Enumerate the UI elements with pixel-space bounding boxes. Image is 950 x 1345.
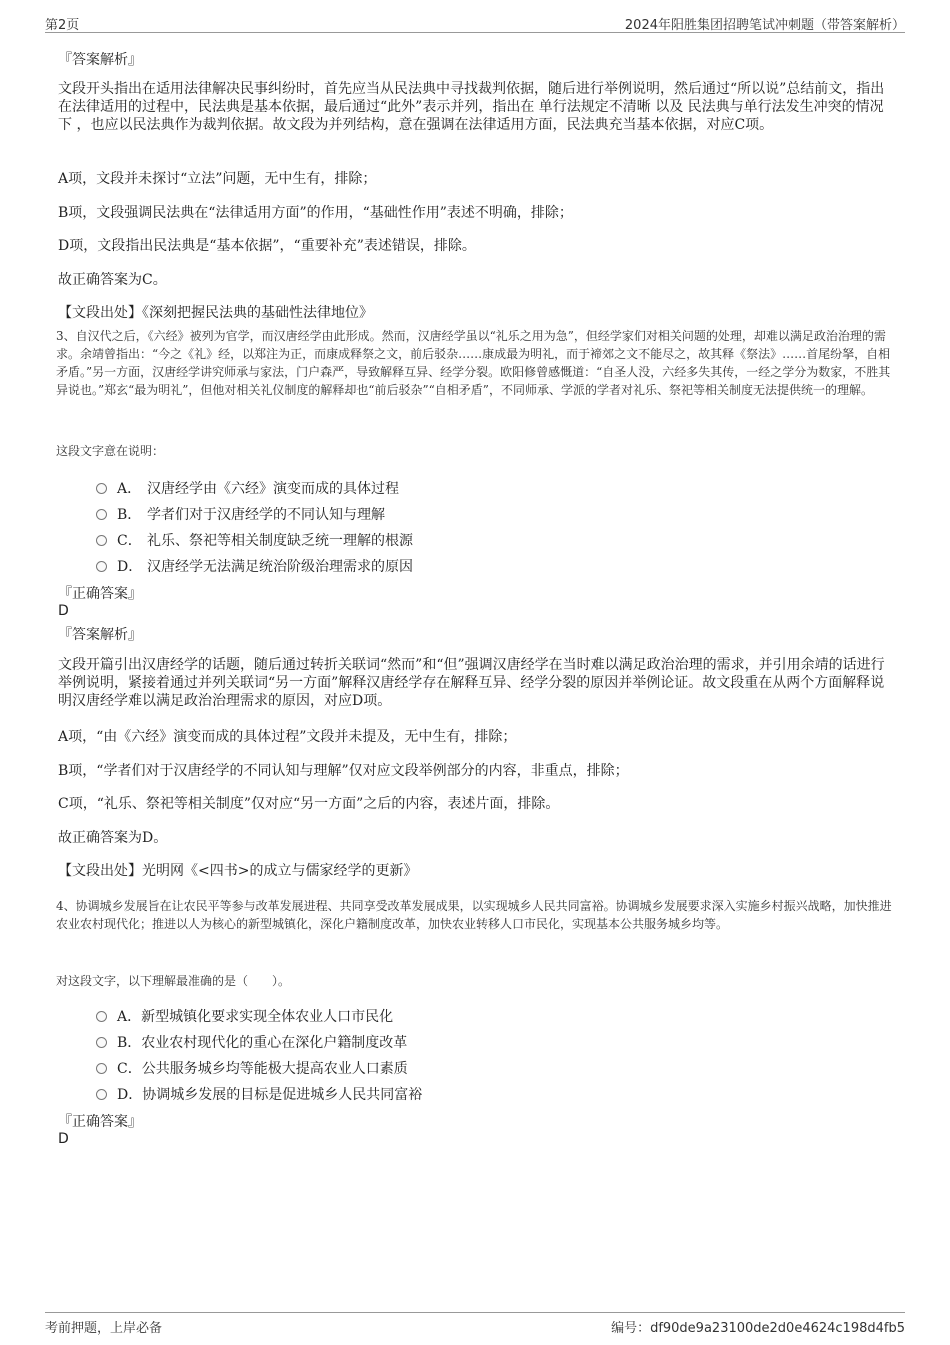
conclusion: 故正确答案为C。	[58, 272, 167, 288]
explain-option-d: D项，文段指出民法典是“基本依据”，“重要补充”表述错误，排除。	[58, 238, 476, 254]
page-footer	[45, 1312, 905, 1335]
question-4-passage: 4、协调城乡发展旨在让农民平等参与改革发展进程、共同享受改革发展成果，以实现城乡人民共同富裕。协调城乡发展要求深入实施乡村振兴战略，加快推进农业农村现代化；推进以人为核心的新型城镇化，深化户籍制度改革，加快农业转移人口市民化，实现基本公共服务城乡均等。	[56, 899, 892, 931]
question-3-passage: 3、自汉代之后，《六经》被列为官学，而汉唐经学由此形成。然而，汉唐经学虽以“礼乐之用为急”，但经学家们对相关问题的处理，却难以满足政治治理的需求。余靖曾指出：“今之《礼》经，以郑注为正，而康成释祭之文，前后驳杂……康成最为明礼，而于褅郊之文不能尽之，故其释《祭法》……首尾纷拏，自相矛盾。”另一方面，汉唐经学讲究师承与家法，门户森严，导致解释互异、经学分裂。欧阳修曾感慨道：“自圣人没，六经多失其传，一经之学分为数家，不胜其异说也。”郑玄“最为明礼”，但他对相关礼仪制度的解释却也“前后驳杂”“自相矛盾”，不同师承、学派的学者对礼乐、祭祀等相关制度无法提供统一的理解。	[56, 329, 891, 397]
radio-icon[interactable]	[96, 1063, 107, 1074]
document-title: 2024年阳胜集团招聘笔试冲刺题（带答案解析）	[624, 18, 905, 33]
radio-icon[interactable]	[96, 1011, 107, 1022]
question-3-option-c[interactable]: C． 礼乐、祭祀等相关制度缺乏统一理解的根源	[96, 530, 413, 550]
question-3-prompt: 这段文字意在说明：	[56, 444, 165, 458]
explain-option-a: A项，“由《六经》演变而成的具体过程”文段并未提及，无中生有，排除；	[58, 729, 517, 745]
radio-icon[interactable]	[96, 1089, 107, 1100]
question-3-option-a[interactable]: A． 汉唐经学由《六经》演变而成的具体过程	[96, 478, 399, 498]
page-number: 第2页	[45, 18, 80, 33]
analysis-text: 文段开篇引出汉唐经学的话题，随后通过转折关联词“然而”和“但”强调汉唐经学在当时难以满足政治治理的需求，并引用余靖的话进行举例说明，紧接着通过并列关联词“另一方面”解释汉唐经学存在解释互异、经学分裂的原因并举例论证。故文段重在从两个方面解释说明汉唐经学难以满足政治治理需求的原因，对应D项。	[58, 657, 885, 709]
question-4-option-d[interactable]: D．协调城乡发展的目标是促进城乡人民共同富裕	[96, 1084, 422, 1104]
footer-slogan: 考前押题，上岸必备	[45, 1321, 163, 1336]
source-citation: 【文段出处】《深刻把握民法典的基础性法律地位》	[58, 305, 373, 321]
analysis-text: 文段开头指出在适用法律解决民事纠纷时，首先应当从民法典中寻找裁判依据，随后进行举例说明，然后通过“所以说”总结前文，指出在法律适用的过程中，民法典是基本依据，最后通过“此外”表示并列，指出在 单行法规定不清晰 以及 民法典与单行法发生冲突的情况下 ，也应以民法典作为裁判依据。故文段为并列结构，意在强调在法律适用方面，民法典充当基本依据，对应C项。	[58, 81, 885, 133]
question-4-option-a[interactable]: A．新型城镇化要求实现全体农业人口市民化	[96, 1006, 393, 1026]
radio-icon[interactable]	[96, 561, 107, 572]
radio-icon[interactable]	[96, 535, 107, 546]
correct-answer-tag: 『正确答案』	[58, 1114, 142, 1130]
explain-option-b: B项，文段强调民法典在“法律适用方面”的作用，“基础性作用”表述不明确，排除；	[58, 205, 573, 221]
conclusion: 故正确答案为D。	[58, 830, 168, 846]
question-3-option-d[interactable]: D． 汉唐经学无法满足统治阶级治理需求的原因	[96, 556, 413, 576]
explain-option-a: A项，文段并未探讨“立法”问题，无中生有，排除；	[58, 171, 377, 187]
source-citation: 【文段出处】光明网《<四书>的成立与儒家经学的更新》	[58, 863, 418, 879]
correct-answer-tag: 『正确答案』	[58, 586, 142, 602]
question-4-option-c[interactable]: C．公共服务城乡均等能极大提高农业人口素质	[96, 1058, 408, 1078]
correct-answer: D	[58, 603, 69, 619]
explain-option-c: C项，“礼乐、祭祀等相关制度”仅对应“另一方面”之后的内容，表述片面，排除。	[58, 796, 560, 812]
radio-icon[interactable]	[96, 483, 107, 494]
radio-icon[interactable]	[96, 509, 107, 520]
correct-answer: D	[58, 1131, 69, 1147]
analysis-tag: 『答案解析』	[58, 52, 142, 68]
analysis-tag: 『答案解析』	[58, 627, 142, 643]
radio-icon[interactable]	[96, 1037, 107, 1048]
question-3-option-b[interactable]: B． 学者们对于汉唐经学的不同认知与理解	[96, 504, 385, 524]
explain-option-b: B项，“学者们对于汉唐经学的不同认知与理解”仅对应文段举例部分的内容，非重点，排除；	[58, 763, 629, 779]
page-header	[45, 12, 905, 33]
question-4-option-b[interactable]: B．农业农村现代化的重心在深化户籍制度改革	[96, 1032, 407, 1052]
question-4-prompt: 对这段文字，以下理解最准确的是（ ）。	[56, 974, 291, 988]
document-code: 编号：df90de9a23100de2d0e4624c198d4fb5	[611, 1321, 905, 1336]
